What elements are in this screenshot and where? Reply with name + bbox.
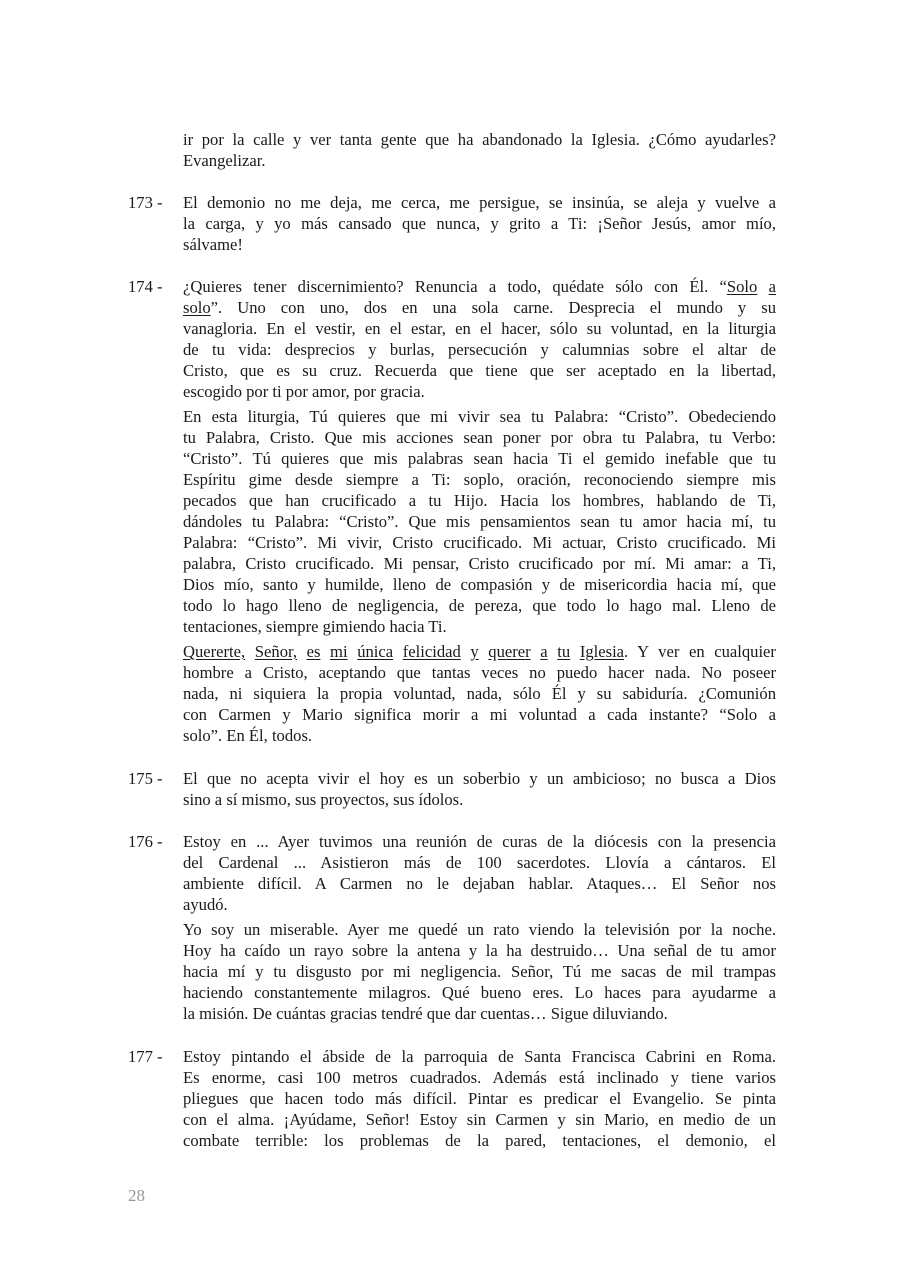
text-line: palabra, Cristo crucificado. Mi pensar, Cristo crucificado por mí. Mi amar: a Ti,: [183, 554, 776, 573]
entry-173: 173 - El demonio no me deja, me cerca, me persigue, se insinúa, se aleja y vuelve a: [128, 193, 776, 212]
entry-number: 174 -: [128, 277, 163, 296]
text-line: hombre a Cristo, aceptando que tantas veces no puedo hacer nada. No poseer: [183, 663, 776, 682]
text-line: sino a sí mismo, sus proyectos, sus ídolos.: [183, 790, 464, 809]
entry-176: 176 - Estoy en ... Ayer tuvimos una reunión de curas de la diócesis con la presencia: [128, 832, 776, 851]
text-line: escogido por ti por amor, por gracia.: [183, 382, 425, 401]
text-line: ayudó.: [183, 895, 228, 914]
text-line: Evangelizar.: [183, 151, 266, 170]
text-line: haciendo constantemente milagros. Qué bueno eres. Lo haces para ayudarme a: [183, 983, 776, 1002]
text-line: tentaciones, siempre gimiendo hacia Ti.: [183, 617, 447, 636]
text-line: solo”. Uno con uno, dos en una sola carne. Desprecia el mundo y su: [183, 298, 776, 317]
text-line: sálvame!: [183, 235, 243, 254]
entry-177: 177 - Estoy pintando el ábside de la parroquia de Santa Francisca Cabrini en Roma.: [128, 1047, 776, 1066]
text-line: Es enorme, casi 100 metros cuadrados. Además está inclinado y tiene varios: [183, 1068, 776, 1087]
entry-number: 176 -: [128, 832, 163, 851]
text-line: pliegues que hacen todo más difícil. Pintar es predicar el Evangelio. Se pinta: [183, 1089, 776, 1108]
text-line: con el alma. ¡Ayúdame, Señor! Estoy sin Carmen y sin Mario, en medio de un: [183, 1110, 776, 1129]
entry-number: 173 -: [128, 193, 163, 212]
text-line: con Carmen y Mario significa morir a mi voluntad a cada instante? “Solo a: [183, 705, 776, 724]
text-line: del Cardenal ... Asistieron más de 100 sacerdotes. Llovía a cántaros. El: [183, 853, 776, 872]
text-line: ir por la calle y ver tanta gente que ha abandonado la Iglesia. ¿Cómo ayudarles?: [183, 130, 776, 149]
text-line: hacia mí y tu disgusto por mi negligencia. Señor, Tú me sacas de mil trampas: [183, 962, 776, 981]
text-line: dándoles tu Palabra: “Cristo”. Que mis pensamientos sean tu amor hacia mí, tu: [183, 512, 776, 531]
text-line: la misión. De cuántas gracias tendré que dar cuentas… Sigue diluviando.: [183, 1004, 668, 1023]
text-line: combate terrible: los problemas de la pared, tentaciones, el demonio, el: [183, 1131, 776, 1150]
entry-175: 175 - El que no acepta vivir el hoy es un soberbio y un ambicioso; no busca a Dios: [128, 769, 776, 788]
text-line: de tu vida: desprecios y burlas, persecución y calumnias sobre el altar de: [183, 340, 776, 359]
text-line: Quererte, Señor, es mi única felicidad y querer a tu Iglesia. Y ver en cualquier: [183, 642, 776, 661]
text-line: Dios mío, santo y humilde, lleno de compasión y de misericordia hacia mí, que: [183, 575, 776, 594]
text-line: tu Palabra, Cristo. Que mis acciones sean poner por obra tu Palabra, tu Verbo:: [183, 428, 776, 447]
text-line: la carga, y yo más cansado que nunca, y grito a Ti: ¡Señor Jesús, amor mío,: [183, 214, 776, 233]
text-line: vanagloria. En el vestir, en el estar, en el hacer, sólo su voluntad, en la liturgia: [183, 319, 776, 338]
entry-174: 174 - ¿Quieres tener discernimiento? Renuncia a todo, quédate sólo con Él. “Solo a: [128, 277, 776, 296]
text-line: Yo soy un miserable. Ayer me quedé un rato viendo la televisión por la noche.: [183, 920, 776, 939]
text-line: Hoy ha caído un rayo sobre la antena y la ha destruido… Una señal de tu amor: [183, 941, 776, 960]
text-line: todo lo hago lleno de negligencia, de pereza, que todo lo hago mal. Lleno de: [183, 596, 776, 615]
text-line: “Cristo”. Tú quieres que mis palabras sean hacia Ti el gemido inefable que tu: [183, 449, 776, 468]
page-number: 28: [128, 1186, 145, 1205]
text-line: pecados que han crucificado a tu Hijo. Hacia los hombres, hablando de Ti,: [183, 491, 776, 510]
text-line: Espíritu gime desde siempre a Ti: soplo, oración, reconociendo siempre mis: [183, 470, 776, 489]
text-line: En esta liturgia, Tú quieres que mi vivir sea tu Palabra: “Cristo”. Obedeciendo: [183, 407, 776, 426]
entry-number: 177 -: [128, 1047, 163, 1066]
text-line: ambiente difícil. A Carmen no le dejaban hablar. Ataques… El Señor nos: [183, 874, 776, 893]
entry-number: 175 -: [128, 769, 163, 788]
text-line: solo”. En Él, todos.: [183, 726, 313, 745]
text-line: Palabra: “Cristo”. Mi vivir, Cristo crucificado. Mi actuar, Cristo crucificado. Mi: [183, 533, 776, 552]
text-line: nada, ni siquiera la propia voluntad, nada, sólo Él y su sabiduría. ¿Comunión: [183, 684, 776, 703]
text-line: Cristo, que es su cruz. Recuerda que tiene que ser aceptado en la libertad,: [183, 361, 776, 380]
